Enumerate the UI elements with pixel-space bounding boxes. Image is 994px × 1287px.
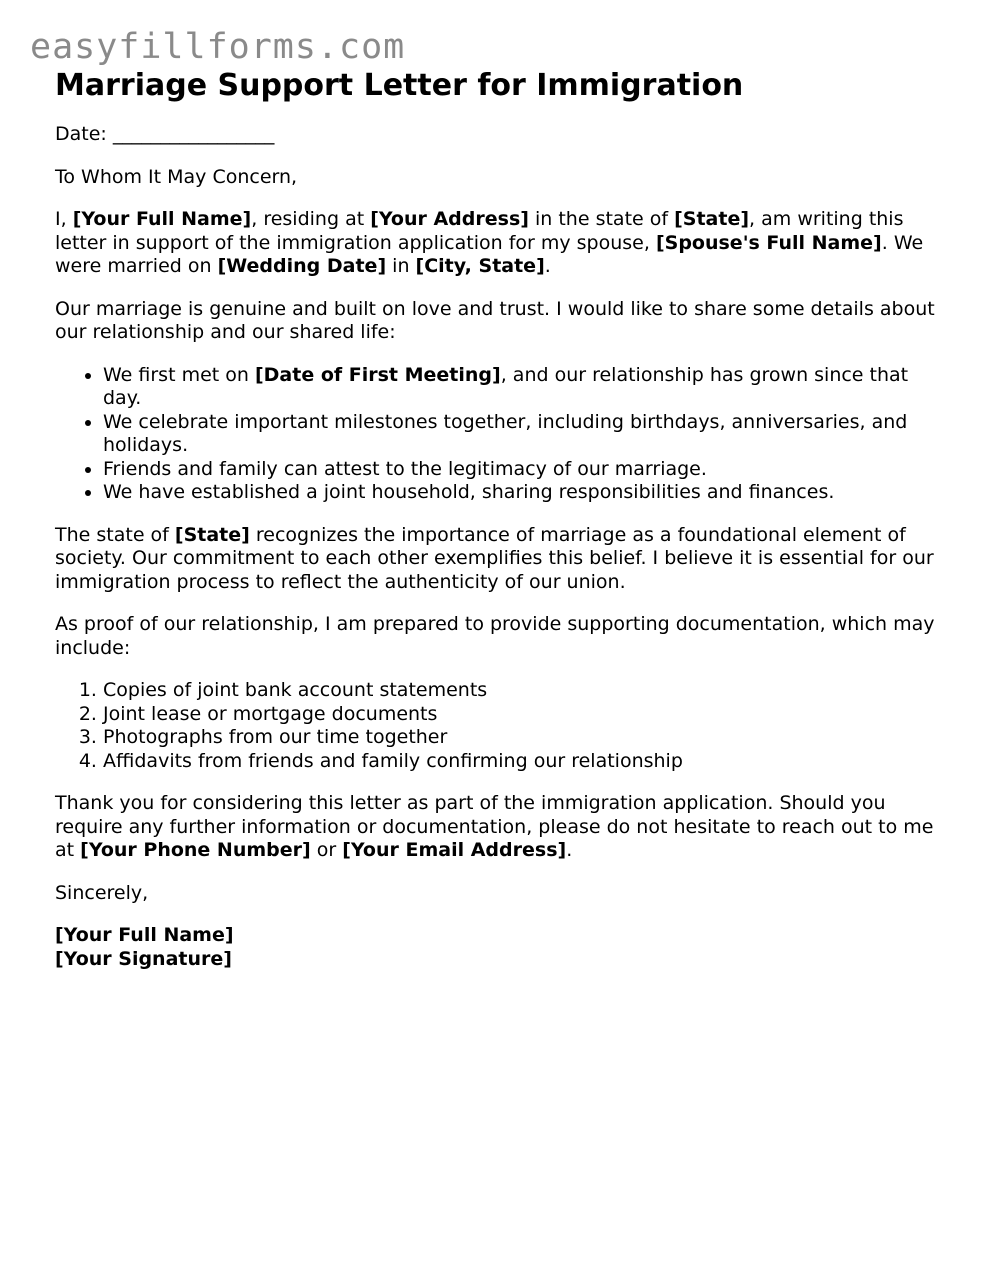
- relationship-paragraph: Our marriage is genuine and built on love and trust. I would like to share some details about our relationship and our shared life:: [55, 297, 935, 343]
- date-line: Date: _________________: [55, 123, 275, 145]
- list-item: • We have established a joint household, sharing responsibilities and finances.: [103, 481, 940, 505]
- list-item: • Friends and family can attest to the legitimacy of our marriage.: [103, 458, 940, 482]
- documentation-numbered-list: [55, 679, 940, 773]
- closing: Sincerely,: [55, 881, 149, 904]
- placeholder-state: [State]: [674, 208, 750, 230]
- signature-block: [55, 924, 940, 971]
- state-paragraph: The state of [State] recognizes the importance of marriage as a foundational element of society. Our commitment to each other exemplifies this belief. I believe it is essential for our immigration process to reflect the authenticity of our union.: [55, 523, 934, 593]
- list-item: 4. Affidavits from friends and family confirming our relationship: [103, 750, 940, 774]
- placeholder-city-state: [City, State]: [415, 255, 545, 277]
- list-item: 2. Joint lease or mortgage documents: [103, 703, 940, 727]
- list-item: 1. Copies of joint bank account statements: [103, 679, 940, 703]
- placeholder-spouse-name: [Spouse's Full Name]: [655, 231, 882, 254]
- placeholder-phone: [Your Phone Number]: [80, 839, 311, 861]
- placeholder-wedding-date: [Wedding Date]: [217, 255, 387, 277]
- watermark: easyfillforms.com: [30, 27, 406, 67]
- signature-line: [Your Signature]: [55, 947, 232, 970]
- letter-document: [55, 68, 940, 971]
- proof-paragraph: As proof of our relationship, I am prepared to provide supporting documentation, which may include:: [55, 613, 935, 659]
- placeholder-full-name: [Your Full Name]: [72, 208, 252, 230]
- signature-name: [Your Full Name]: [55, 924, 234, 946]
- page-title: Marriage Support Letter for Immigration: [55, 68, 744, 103]
- placeholder-email: [Your Email Address]: [342, 839, 567, 861]
- intro-paragraph: I, [Your Full Name], residing at [Your Address] in the state of [State], am writing this letter in support of the immigration application for my spouse, [Spouse's Full Name]. We were married on [Wedding Date] in [City, State].: [55, 208, 924, 277]
- list-item: • We celebrate important milestones together, including birthdays, anniversaries, and holidays.: [103, 411, 940, 458]
- list-item: • We first met on [Date of First Meeting], and our relationship has grown since that day.: [103, 364, 940, 411]
- placeholder-state: [State]: [174, 523, 250, 546]
- placeholder-first-meeting-date: [Date of First Meeting]: [254, 363, 501, 386]
- relationship-bullet-list: [55, 364, 940, 505]
- contact-paragraph: Thank you for considering this letter as part of the immigration application. Should you require any further information or documentation, please do not hesitate to reach out to me at [Your Phone Number] or [Your Email Address].: [55, 792, 934, 861]
- list-item: 3. Photographs from our time together: [103, 726, 940, 750]
- placeholder-address: [Your Address]: [370, 208, 529, 230]
- salutation: To Whom It May Concern,: [55, 165, 298, 188]
